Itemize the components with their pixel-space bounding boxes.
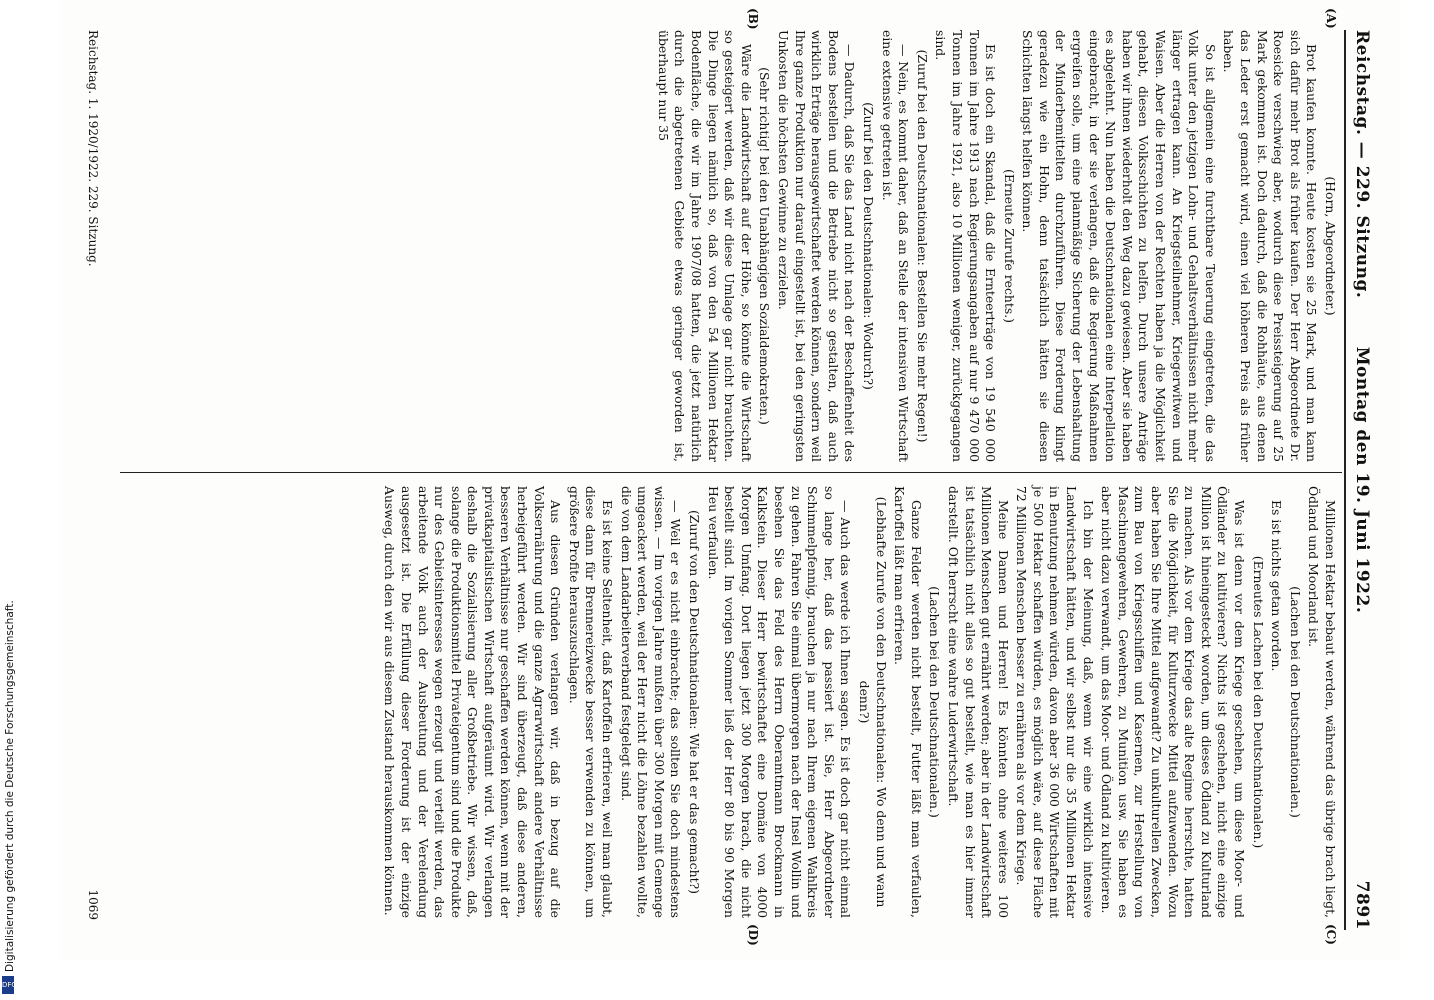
margin-mark-a: (A) xyxy=(1324,8,1338,29)
paragraph: Was ist denn vor dem Kriege geschehen, um diese Moor- und Ödländer zu kultivieren? Nichts ist geschehen, nicht eine einzige Million ist hineingesteckt worden, um dieses Ödland zu Kulturland zu machen. Als vor dem Kriege das alte Regime herrschte, hatten Sie die Möglichkeit, für Kulturzwecke Mittel aufzuwenden. Wozu aber haben Sie Ihre Mittel aufgewandt? Zu unkulturellen Zwecken, zum Bau von Kriegsschiffen und Kasernen, zur Herstellung von Maschinengewehren, Gewehren, zu Munition usw. Sie haben es aber nicht dazu verwandt, um das Moor- und Ödland zu kultivieren. xyxy=(1099,486,1248,918)
paragraph: Aus diesen Gründen verlangen wir, daß in bezug auf die Volksernährung und die ganze Agrarwirtschaft andere Verhältnisse herbeigeführt werden. Wir sind überzeugt, daß diese anderen, besseren Verhältnisse nur geschaffen werden können, wenn mit der privatkapitalistischen Wirtschaft aufgeräumt wird. Wir verlangen deshalb die Sozialisierung aller Großbetriebe. Wir wissen, daß, solange die Produktionsmittel Privateigentum sind und die Produkte nur des Gebietsinteresses wegen erzeugt und verteilt werden, das arbeitende Volk auch der Ausbeutung und der Verelendung ausgesetzt ist. Die Erfüllung dieser Forderung ist der einzige Ausweg, durch den wir aus diesem Zustand herauskommen können. xyxy=(382,486,564,918)
interjection: (Erneutes Lachen bei den Deutschnationalen.) xyxy=(1250,555,1266,849)
paragraph: Brot kaufen konnte. Heute kosten sie 25 Mark, und man kann sich dafür mehr Brot als früher kaufen. Der Herr Abgeordnete Dr. Roesicke verschwieg aber, wodurch diese Preissteigerung auf 25 Mark gekommen ist. Doch dadurch, daß die Rohhäute, aus denen das Leder erst gemacht wird, einen viel höheren Preis als früher haben. xyxy=(1221,30,1320,462)
paragraph: — Nein, es kommt daher, daß an Stelle der intensiven Wirtschaft eine extensive getreten ist. xyxy=(879,30,912,462)
paragraph: Es ist doch ein Skandal, daß die Ernteerträge von 19 540 000 Tonnen im Jahre 1913 nach Regierungsangaben auf nur 9 470 000 Tonnen im Jahre 1921, also 10 Millionen weniger, zurückgegangen sind. xyxy=(933,30,999,462)
scanned-page xyxy=(60,0,1400,960)
page-footer-number: 1069 xyxy=(86,889,100,920)
interjection: (Lachen bei den Deutschnationalen.) xyxy=(1287,586,1303,818)
paragraph: Es ist nichts getan worden. xyxy=(1269,500,1285,672)
left-column xyxy=(120,30,1338,462)
dfg-logo: DFG xyxy=(2,976,14,994)
paragraph: Wäre die Landwirtschaft auf der Höhe, so könnte die Wirtschaft so gesteigert werden, daß wir diese Umlage gar nicht brauchten. Die Dinge liegen nämlich so, daß von den 54 Millionen Hektar Bodenfläche, die wir im Jahre 1907/08 hatten, die jetzt natürlich durch die abgetretenen Gebiete etwas geringer geworden ist, überhaupt nur 35 xyxy=(655,30,754,462)
header-left: Reichstag. — 229. Sitzung. xyxy=(1352,30,1372,299)
page-number: 7891 xyxy=(1352,880,1372,930)
interjection: (Lebhafte Zurufe von den Deutschnationalen: Wo denn und wann denn?) xyxy=(856,496,889,908)
speaker-line: (Horn, Abgeordneter.) xyxy=(1323,176,1338,316)
paragraph: Ganze Felder werden nicht bestellt, Futter läßt man verfaulen, Kartoffel läßt man erfrieren. xyxy=(892,486,924,918)
margin-mark-d: (D) xyxy=(746,924,760,946)
interjection: (Zuruf von den Deutschnationalen: Wie hat er das gemacht?) xyxy=(687,509,703,895)
paragraph: — Dadurch, daß Sie das Land nicht nach der Beschaffenheit des Bodens bestellen und die Betriebe nicht so gestalten, daß auch wirklich Erträge herausgewirtschaftet werden können, sondern weil Ihre ganze Produktion nur darauf eingestellt ist, bei den geringsten Unkosten die höchsten Gewinne zu erzielen. xyxy=(776,30,858,462)
interjection: (Lachen bei den Deutschnationalen.) xyxy=(927,586,943,818)
column-divider xyxy=(120,472,1342,473)
interjection: (Zuruf bei den Deutschnationalen: Bestellen Sie mehr Regen!) xyxy=(914,49,930,443)
digitization-credit xyxy=(2,0,16,1000)
margin-mark-b: (B) xyxy=(746,8,760,30)
page-header xyxy=(1344,30,1372,930)
interjection: (Erneute Zurufe rechts.) xyxy=(1001,169,1017,323)
paragraph: — Weil er es nicht einbrachte; das sollten Sie doch mindestens wissen. — Im vorigen Jahre mußten über 300 Morgen mit Gemenge umgeackert werden, weil der Herr nicht die Löhne bezahlen wollte, die von dem Landarbeiterverband festgelegt sind. xyxy=(618,486,684,918)
interjection: (Sehr richtig! bei den Unabhängigen Sozialdemokraten.) xyxy=(757,67,773,425)
paragraph: Ich bin der Meinung, daß, wenn wir eine wirklich intensive Landwirtschaft hätten, und wir selbst nur die 35 Millionen Hektar in Benutzung nehmen würden, davon aber 36 000 Wirtschaften mit je 500 Hektar schaffen würden, es möglich wäre, auf diese Fläche 72 Millionen Menschen besser zu ernähren als vor dem Kriege. xyxy=(1014,486,1096,918)
interjection: (Zuruf bei den Deutschnationalen: Wodurch?) xyxy=(860,102,876,390)
credit-text: Digitalisierung gefördert durch die Deutsche Forschungsgemeinschaft. xyxy=(4,600,16,972)
paragraph: Es ist keine Seltenheit, daß Kartoffeln erfrieren, weil man glaubt, diese dann für Brennereizwecke besser verwenden zu können, um größere Profite herauszuschlagen. xyxy=(566,486,616,918)
paragraph: Millionen Hektar bebaut werden, während das übrige brach liegt, Ödland und Moorland ist. xyxy=(1306,486,1338,918)
right-column xyxy=(120,486,1338,918)
paragraph: Meine Damen und Herren! Es könnten ohne weiteres 100 Millionen Menschen gut ernährt werden; aber in der Landwirtschaft ist tatsächlich nicht alles so gut bestellt, wie man es hier immer darstellt. Oft herrscht eine wahre Luderwirtschaft. xyxy=(945,486,1011,919)
paragraph: — Auch das werde ich Ihnen sagen. Es ist doch gar nicht einmal so lange her, daß das passiert ist. Sie, Herr Abgeordneter Schimmelpfennig, brauchen ja nur nach Ihrem eigenen Wahlkreis zu gehen. Fahren Sie einmal übermorgen nach der Insel Wollin und besehen Sie das Feld des Herrn Oberamtmann Brockmann in Kalkstein. Dieser Herr bewirtschaftet eine Domäne von 4000 Morgen Umfang. Dort liegen jetzt 300 Morgen brach, die nicht bestellt sind. Im vorigen Sommer ließ der Herr 80 bis 90 Morgen Heu verfaulen. xyxy=(705,486,854,918)
paragraph: So ist allgemein eine furchtbare Teuerung eingetreten, die das Volk unter den jetzigen Lohn- und Gehaltsverhältnissen nicht mehr länger ertragen kann. An Kriegsteilnehmer, Kriegerwitwen und Waisen. Aber die Herren von der Rechten haben ja die Möglichkeit gehabt, diesen Volksschichten zu helfen. Durch unsere Anträge haben wir ihnen wiederholt den Weg dazu gewiesen. Aber sie haben es abgelehnt. Nun haben die Deutschnationalen eine Interpellation eingebracht, in der sie verlangen, daß die Regierung Maßnahmen ergreifen solle, um eine planmäßige Sicherung der Lebenshaltung der Minderbemittelten durchzuführen. Diese Forderung klingt geradezu wie ein Hohn, denn tatsächlich hätten sie diesen Schichten längst helfen können. xyxy=(1020,30,1218,462)
page-footer-left: Reichstag. 1. 1920/1922. 229. Sitzung. xyxy=(86,30,100,267)
margin-mark-c: (C) xyxy=(1324,924,1338,945)
header-date: Montag den 19. Juni 1922. xyxy=(1352,346,1372,614)
